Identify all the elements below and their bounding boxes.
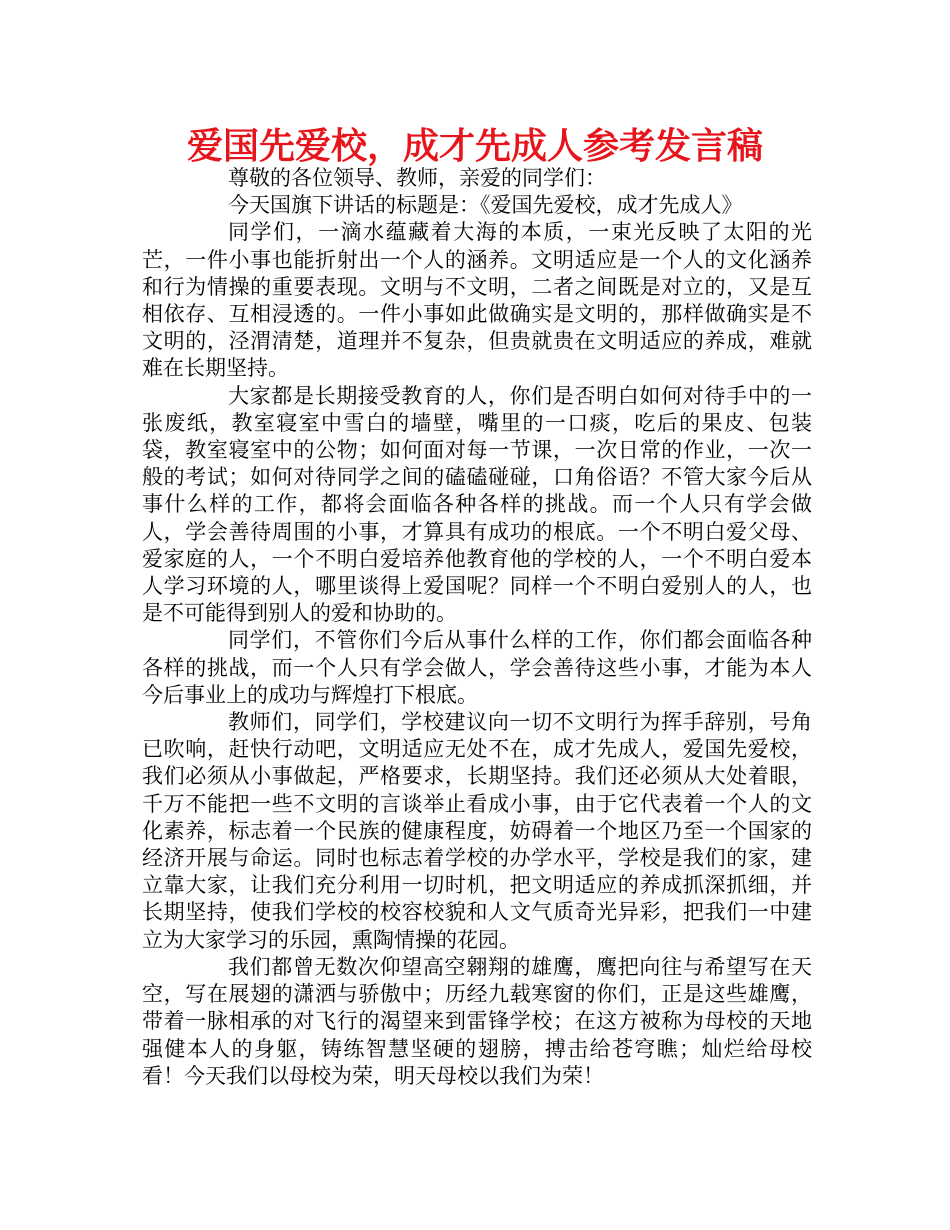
document-title: 爱国先爱校，成才先成人参考发言稿	[186, 126, 763, 167]
closing-paragraph: 我们都曾无数次仰望高空翱翔的雄鹰，鹰把向往与希望写在天空，写在展翅的潇洒与骄傲中；历经九载寒窗的你们，正是这些雄鹰，带着一脉相承的对飞行的渴望来到雷锋学校；在这方被称为母校的天地强健本人的身躯，铸练智慧坚硬的翅膀，搏击给苍穹瞧；灿烂给母校看！今天我们以母校为荣，明天母校以我们为荣！	[142, 954, 812, 1088]
salutation-paragraph: 尊敬的各位领导、教师，亲爱的同学们：	[228, 166, 606, 190]
body-paragraph: 大家都是长期接受教育的人，你们是否明白如何对待手中的一张废纸，教室寝室中雪白的墙壁，嘴里的一口痰，吃后的果皮、包装袋，教室寝室中的公物；如何面对每一节课，一次日常的作业，一次一般的考试；如何对待同学之间的磕磕碰碰，口角俗语？不管大家今后从事什么样的工作，都将会面临各种各样的挑战。而一个人只有学会做人，学会善待周围的小事，才算具有成功的根底。一个不明白爱父母、爱家庭的人，一个不明白爱培养他教育他的学校的人，一个不明白爱本人学习环境的人，哪里谈得上爱国呢？同样一个不明白爱别人的人，也是不可能得到别人的爱和协助的。	[142, 383, 812, 626]
body-paragraph: 同学们，不管你们今后从事什么样的工作，你们都会面临各种各样的挑战，而一个人只有学会做人，学会善待这些小事，才能为本人今后事业上的成功与辉煌打下根底。	[142, 628, 812, 707]
document-body	[142, 165, 812, 1090]
body-paragraph: 教师们，同学们，学校建议向一切不文明行为挥手辞别，号角已吹响，赶快行动吧，文明适应无处不在，成才先成人，爱国先爱校，我们必须从小事做起，严格要求，长期坚持。我们还必须从大处着眼，千万不能把一些不文明的言谈举止看成小事，由于它代表着一个人的文化素养，标志着一个民族的健康程度，妨碍着一个地区乃至一个国家的经济开展与命运。同时也标志着学校的办学水平，学校是我们的家，建立靠大家，让我们充分利用一切时机，把文明适应的养成抓深抓细，并长期坚持，使我们学校的校容校貌和人文气质奇光异彩，把我们一中建立为大家学习的乐园，熏陶情操的花园。	[142, 710, 812, 952]
speech-topic-paragraph: 今天国旗下讲话的标题是：《爱国先爱校，成才先成人》	[228, 193, 743, 218]
body-paragraph: 同学们，一滴水蕴藏着大海的本质，一束光反映了太阳的光芒，一件小事也能折射出一个人的涵养。文明适应是一个人的文化涵养和行为情操的重要表现。文明与不文明，二者之间既是对立的，又是互相依存、互相浸透的。一件小事如此做确实是文明的，那样做确实是不文明的，泾渭清楚，道理并不复杂，但贵就贵在文明适应的养成，难就难在长期坚持。	[142, 220, 812, 381]
